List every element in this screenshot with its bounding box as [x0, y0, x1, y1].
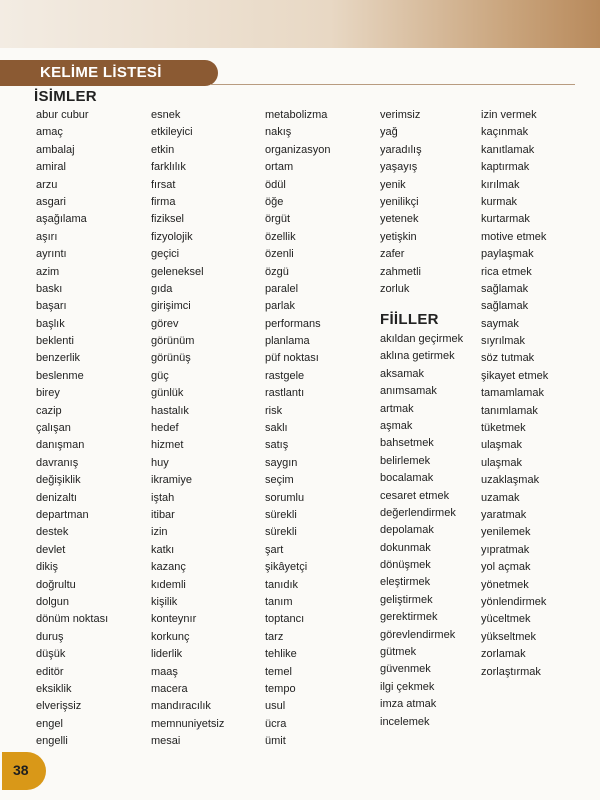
word-item: öğe — [265, 195, 284, 208]
word-item: toptancı — [265, 613, 305, 626]
word-column-4-nouns — [380, 107, 422, 298]
word-item: ortam — [265, 161, 294, 174]
word-item: liderlik — [151, 648, 183, 661]
word-item: anımsamak — [380, 385, 437, 398]
word-item: esnek — [151, 109, 181, 121]
word-item: elverişsiz — [36, 700, 82, 713]
word-item: destek — [36, 526, 69, 539]
word-item: geleneksel — [151, 265, 204, 278]
word-item: etkileyici — [151, 126, 193, 139]
word-item: ulaşmak — [481, 439, 522, 452]
word-column-4-verbs — [380, 331, 463, 731]
word-item: eleştirmek — [380, 576, 431, 589]
word-item: kişilik — [151, 595, 178, 608]
word-item: izin — [151, 526, 168, 539]
word-item: şikayet etmek — [481, 369, 549, 382]
word-item: hedef — [151, 422, 179, 435]
word-item: denizaltı — [36, 491, 77, 504]
word-item: günlük — [151, 387, 184, 400]
word-item: maaş — [151, 665, 178, 678]
word-item: artmak — [380, 402, 414, 415]
word-item: kurtarmak — [481, 213, 530, 226]
word-item: yağ — [380, 126, 398, 139]
word-item: metabolizma — [265, 109, 328, 121]
word-item: dikiş — [36, 561, 59, 574]
word-item: kıdemli — [151, 578, 186, 591]
word-item: püf noktası — [265, 352, 319, 365]
word-item: sorumlu — [265, 491, 305, 504]
heading-fiiller: FİİLLER — [380, 311, 439, 328]
word-item: engelli — [36, 735, 68, 748]
word-item: görev — [151, 317, 179, 330]
word-item: hastalık — [151, 404, 189, 417]
word-item: tehlike — [265, 648, 297, 661]
word-item: editör — [36, 665, 64, 678]
word-item: duruş — [36, 630, 64, 643]
word-item: kırılmak — [481, 178, 520, 191]
word-item: zorlamak — [481, 648, 526, 661]
word-item: özgü — [265, 265, 289, 278]
word-item: sürekli — [265, 508, 297, 521]
word-item: sıyrılmak — [481, 335, 525, 348]
word-item: fırsat — [151, 178, 176, 191]
word-item: katkı — [151, 543, 175, 556]
word-item: kaptırmak — [481, 161, 530, 174]
word-column-5 — [481, 107, 548, 681]
word-item: belirlemek — [380, 454, 431, 467]
word-item: sağlamak — [481, 282, 529, 295]
word-item: hizmet — [151, 439, 184, 452]
word-item: görünüş — [151, 352, 191, 365]
section-banner — [0, 60, 218, 86]
word-item: huy — [151, 456, 169, 469]
word-item: dokunmak — [380, 541, 431, 554]
word-item: ödül — [265, 178, 286, 191]
word-item: tamamlamak — [481, 387, 544, 400]
word-item: arzu — [36, 178, 58, 191]
page-number: 38 — [13, 762, 29, 778]
word-item: eksiklik — [36, 682, 72, 695]
word-item: mesai — [151, 735, 181, 748]
word-item: aşağılama — [36, 213, 87, 226]
word-item: yönetmek — [481, 578, 529, 591]
word-item: yönlendirmek — [481, 595, 547, 608]
word-item: tempo — [265, 682, 296, 695]
word-item: baskı — [36, 282, 63, 295]
word-item: saygın — [265, 456, 298, 469]
word-column-1 — [36, 107, 108, 750]
word-item: itibar — [151, 508, 175, 521]
word-item: fiziksel — [151, 213, 185, 226]
page-number-tab — [2, 752, 46, 790]
banner-title: KELİME LİSTESİ — [40, 64, 162, 81]
word-item: macera — [151, 682, 188, 695]
word-item: ambalaj — [36, 143, 75, 156]
word-item: zorlaştırmak — [481, 665, 541, 678]
word-item: iştah — [151, 491, 175, 504]
word-item: beslenme — [36, 369, 84, 382]
word-item: asgari — [36, 195, 66, 208]
word-item: mandıracılık — [151, 700, 211, 713]
word-item: fizyolojik — [151, 230, 193, 243]
word-item: kaçınmak — [481, 126, 529, 139]
word-item: yaradılış — [380, 143, 422, 156]
word-item: paralel — [265, 282, 299, 295]
word-item: şart — [265, 543, 284, 556]
word-item: zorluk — [380, 282, 410, 295]
word-column-3 — [265, 107, 330, 750]
word-item: yenilikçi — [380, 195, 419, 208]
word-item: seçim — [265, 474, 294, 487]
word-item: gerektirmek — [380, 611, 438, 624]
word-item: gütmek — [380, 646, 417, 659]
word-item: yenilemek — [481, 526, 531, 539]
banner-divider — [210, 84, 575, 85]
word-item: görevlendirmek — [380, 628, 456, 641]
word-item: konteynır — [151, 613, 197, 626]
word-item: risk — [265, 404, 283, 417]
word-item: yükseltmek — [481, 630, 537, 643]
word-item: aklına getirmek — [380, 350, 455, 363]
word-item: yaşayış — [380, 161, 418, 174]
word-item: tarz — [265, 630, 284, 643]
top-decorative-band — [0, 0, 600, 48]
word-item: tanım — [265, 595, 293, 608]
word-item: nakış — [265, 126, 292, 139]
word-item: usul — [265, 700, 286, 713]
word-item: performans — [265, 317, 321, 330]
word-item: farklılık — [151, 161, 186, 174]
word-item: yüceltmek — [481, 613, 531, 626]
word-item: başarı — [36, 300, 67, 313]
word-item: temel — [265, 665, 292, 678]
word-item: yaratmak — [481, 508, 527, 521]
word-item: tanıdık — [265, 578, 299, 591]
word-item: birey — [36, 387, 60, 400]
word-item: saklı — [265, 422, 288, 435]
word-item: güç — [151, 369, 169, 382]
word-item: çalışan — [36, 422, 71, 435]
word-item: ulaşmak — [481, 456, 522, 469]
word-item: aşırı — [36, 230, 58, 243]
word-item: planlama — [265, 335, 310, 348]
word-item: aksamak — [380, 367, 425, 380]
word-item: kurmak — [481, 195, 518, 208]
word-item: cesaret etmek — [380, 489, 450, 502]
word-item: azim — [36, 265, 60, 278]
word-item: memnuniyetsiz — [151, 717, 225, 730]
word-item: korkunç — [151, 630, 190, 643]
word-item: sağlamak — [481, 300, 529, 313]
word-item: yetenek — [380, 213, 419, 226]
word-item: yıpratmak — [481, 543, 530, 556]
word-item: rastgele — [265, 369, 305, 382]
word-item: sürekli — [265, 526, 297, 539]
heading-isimler: İSİMLER — [34, 88, 97, 105]
word-item: değişiklik — [36, 474, 81, 487]
word-item: özenli — [265, 248, 294, 261]
word-item: ücra — [265, 717, 287, 730]
word-item: şikâyetçi — [265, 561, 308, 574]
word-item: abur cubur — [36, 109, 89, 121]
word-item: saymak — [481, 317, 519, 330]
word-item: girişimci — [151, 300, 191, 313]
word-item: motive etmek — [481, 230, 547, 243]
word-item: beklenti — [36, 335, 74, 348]
word-item: geliştirmek — [380, 593, 433, 606]
word-item: doğrultu — [36, 578, 76, 591]
word-item: rastlantı — [265, 387, 305, 400]
word-item: düşük — [36, 648, 66, 661]
word-item: görünüm — [151, 335, 195, 348]
word-item: tüketmek — [481, 422, 526, 435]
word-item: dönüşmek — [380, 559, 431, 572]
word-item: örgüt — [265, 213, 291, 226]
word-item: kanıtlamak — [481, 143, 535, 156]
word-item: kazanç — [151, 561, 186, 574]
word-item: satış — [265, 439, 289, 452]
word-item: uzamak — [481, 491, 520, 504]
word-item: etkin — [151, 143, 175, 156]
word-item: benzerlik — [36, 352, 81, 365]
word-item: verimsiz — [380, 109, 421, 121]
word-item: paylaşmak — [481, 248, 534, 261]
word-item: değerlendirmek — [380, 506, 456, 519]
word-item: yetişkin — [380, 230, 417, 243]
word-item: zahmetli — [380, 265, 421, 278]
word-item: geçici — [151, 248, 180, 261]
word-item: incelemek — [380, 715, 430, 728]
word-item: dönüm noktası — [36, 613, 109, 626]
word-item: amiral — [36, 161, 66, 174]
word-item: departman — [36, 508, 89, 521]
word-item: ümit — [265, 735, 286, 748]
word-item: akıldan geçirmek — [380, 333, 464, 345]
word-item: yol açmak — [481, 561, 531, 574]
word-item: parlak — [265, 300, 295, 313]
word-item: bahsetmek — [380, 437, 434, 450]
word-item: amaç — [36, 126, 63, 139]
word-item: bocalamak — [380, 472, 434, 485]
word-item: ilgi çekmek — [380, 680, 435, 693]
word-item: imza atmak — [380, 698, 437, 711]
word-item: organizasyon — [265, 143, 331, 156]
word-item: dolgun — [36, 595, 70, 608]
word-column-2 — [151, 107, 224, 750]
word-item: tanımlamak — [481, 404, 538, 417]
word-item: ikramiye — [151, 474, 192, 487]
word-item: firma — [151, 195, 176, 208]
word-item: gıda — [151, 282, 173, 295]
word-item: söz tutmak — [481, 352, 535, 365]
word-item: depolamak — [380, 524, 434, 537]
word-item: rica etmek — [481, 265, 532, 278]
word-item: cazip — [36, 404, 62, 417]
word-item: uzaklaşmak — [481, 474, 540, 487]
word-item: devlet — [36, 543, 66, 556]
word-item: başlık — [36, 317, 65, 330]
word-item: güvenmek — [380, 663, 431, 676]
word-item: danışman — [36, 439, 85, 452]
word-item: zafer — [380, 248, 405, 261]
word-item: yenik — [380, 178, 406, 191]
word-item: izin vermek — [481, 109, 537, 121]
word-item: ayrıntı — [36, 248, 67, 261]
word-item: özellik — [265, 230, 296, 243]
word-item: davranış — [36, 456, 79, 469]
word-item: aşmak — [380, 419, 413, 432]
word-item: engel — [36, 717, 63, 730]
